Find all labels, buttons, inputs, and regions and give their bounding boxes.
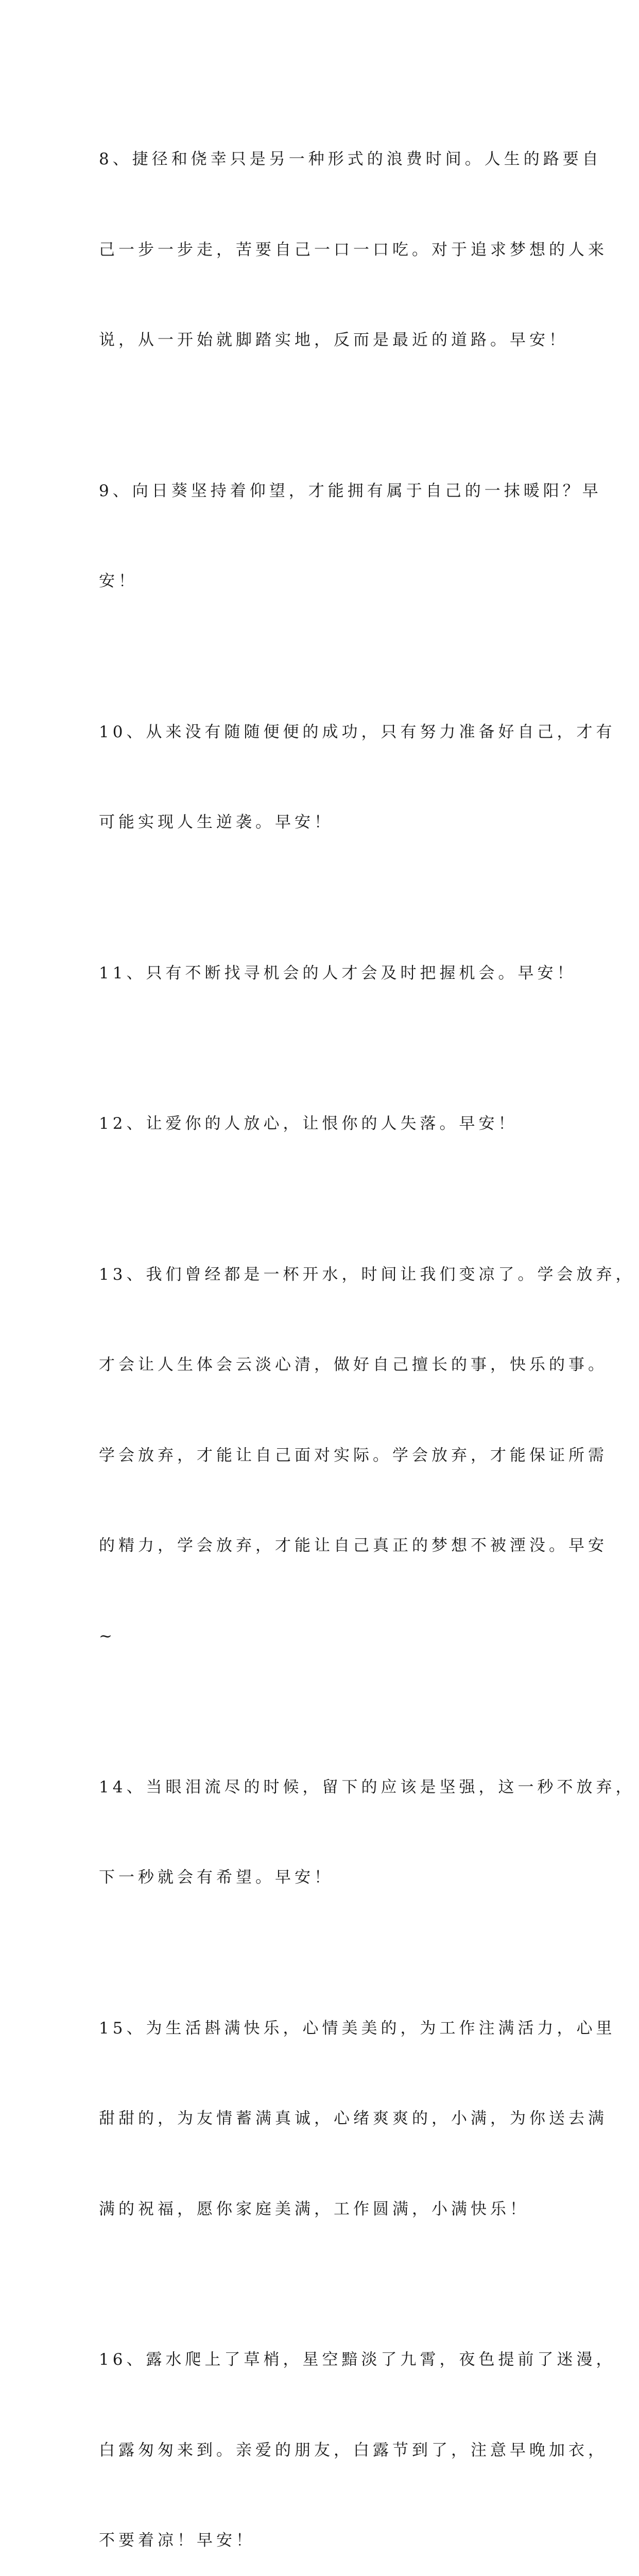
text-line: 13、我们曾经都是一杯开水，时间让我们变凉了。学会放弃， [99, 1265, 635, 1284]
text-line: 10、从来没有随随便便的成功，只有努力准备好自己，才有 [99, 722, 616, 741]
text-line: 说，从一开始就脚踏实地，反而是最近的道路。早安！ [99, 331, 568, 349]
document-page [99, 84, 635, 2576]
text-line: 15、为生活斟满快乐，心情美美的，为工作注满活力，心里 [99, 2019, 616, 2038]
text-line: 12、让爱你的人放心，让恨你的人失落。早安！ [99, 1114, 518, 1133]
text-line: 满的祝福，愿你家庭美满，工作圆满，小满快乐！ [99, 2199, 529, 2218]
text-line: 可能实现人生逆袭。早安！ [99, 813, 334, 832]
text-line: 甜甜的，为友情蓄满真诚，心绪爽爽的，小满，为你送去满 [99, 2109, 608, 2128]
paragraph-12 [99, 1048, 547, 1199]
paragraph-11 [99, 898, 577, 1049]
text-line: 14、当眼泪流尽的时候，留下的应该是坚强，这一秒不放弃， [99, 1777, 635, 1797]
paragraph-8 [99, 84, 608, 416]
text-line: 11、只有不断找寻机会的人才会及时把握机会。早安！ [99, 963, 577, 982]
paragraph-9 [99, 416, 602, 657]
text-line: 安！ [99, 572, 138, 590]
paragraph-10 [99, 657, 616, 898]
paragraph-15 [99, 1953, 616, 2285]
text-line: 白露匆匆来到。亲爱的朋友，白露节到了，注意早晚加衣， [99, 2441, 608, 2460]
text-line: 才会让人生体会云淡心清，做好自己擅长的事，快乐的事。 [99, 1355, 608, 1374]
text-line: 下一秒就会有希望。早安！ [99, 1868, 334, 1887]
text-line: 16、露水爬上了草梢，星空黯淡了九霄，夜色提前了迷漫， [99, 2350, 616, 2369]
text-line: 不要着凉！早安！ [99, 2531, 255, 2550]
text-line: 8、捷径和侥幸只是另一种形式的浪费时间。人生的路要自 [99, 150, 602, 168]
paragraph-13 [99, 1199, 635, 1695]
text-line: 9、向日葵坚持着仰望，才能拥有属于自己的一抹暖阳？早 [99, 481, 602, 500]
paragraph-14 [99, 1712, 635, 1953]
text-line: 的精力，学会放弃，才能让自己真正的梦想不被湮没。早安 [99, 1536, 608, 1555]
text-line: 己一步一步走，苦要自己一口一口吃。对于追求梦想的人来 [99, 240, 608, 259]
text-line: ~ [99, 1626, 116, 1646]
paragraph-16 [99, 2284, 616, 2576]
text-line: 学会放弃，才能让自己面对实际。学会放弃，才能保证所需 [99, 1446, 608, 1465]
